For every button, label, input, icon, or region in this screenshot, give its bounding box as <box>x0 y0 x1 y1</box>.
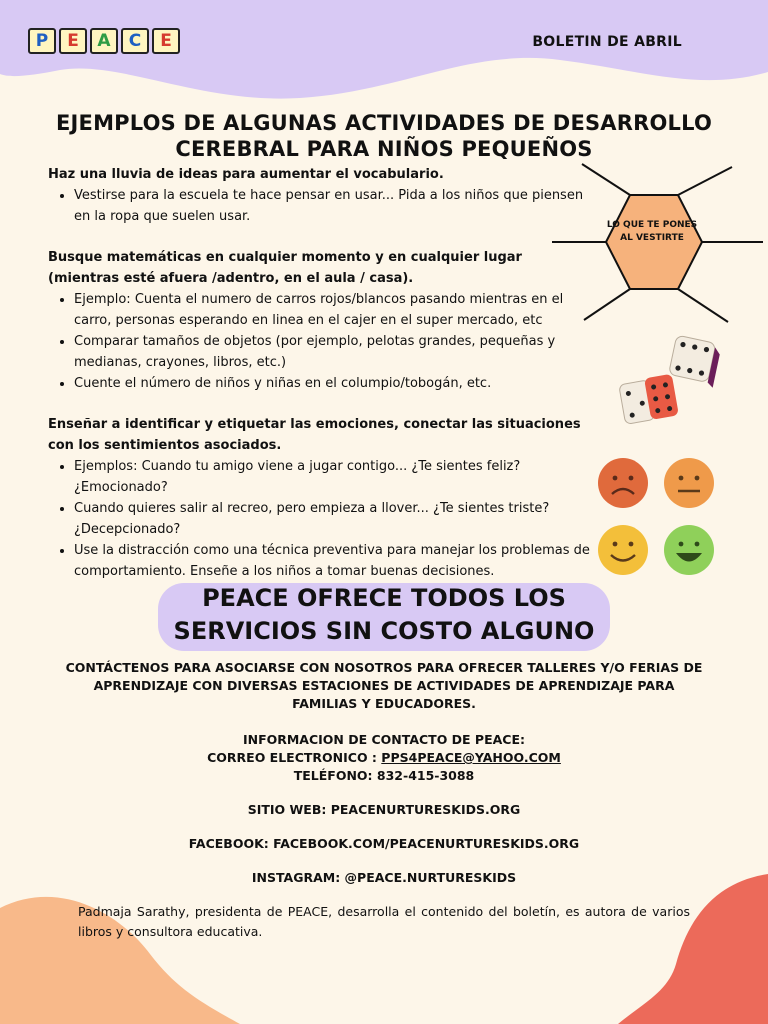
list-item: • Vestirse para la escuela te hace pensar en usar... Pida a los niños que piensen en la ropa que suelen usar. <box>74 185 593 227</box>
bulletin-title: BOLETIN DE ABRIL <box>532 34 682 50</box>
contact-facebook: FACEBOOK: FACEBOOK.COM/PEACENURTURESKIDS.ORG <box>188 836 580 851</box>
logo-block-c: C <box>121 28 149 54</box>
banner-line2: SERVICIOS SIN COSTO ALGUNO <box>173 617 595 645</box>
section-heading-math: Busque matemáticas en cualquier momento y en cualquier lugar (mientras esté afuera /adentro, en el aula / casa). <box>48 250 522 286</box>
section-list-emotions <box>74 456 593 582</box>
author-note: Padmaja Sarathy, presidenta de PEACE, desarrolla el contenido del boletín, es autora de varios libros y consultora educativa. <box>78 904 690 939</box>
emotion-faces-graphic <box>596 456 721 581</box>
free-services-banner <box>0 582 768 648</box>
section-heading-emotions: Enseñar a identificar y etiquetar las emociones, conectar las situaciones con los sentimientos asociados. <box>48 417 581 453</box>
sad-face-icon <box>598 458 648 508</box>
neutral-face-icon <box>664 458 714 508</box>
top-purple-blob <box>0 0 768 120</box>
contact-block <box>60 659 708 903</box>
logo-block-e: E <box>59 28 87 54</box>
list-item: • Cuente el número de niños y niñas en el columpio/tobogán, etc. <box>74 373 593 394</box>
contact-email-line <box>60 749 708 767</box>
contact-instagram: INSTAGRAM: @PEACE.NURTURESKIDS <box>251 870 517 885</box>
page-title-line1: EJEMPLOS DE ALGUNAS ACTIVIDADES DE DESARROLLO <box>55 111 713 135</box>
smile-face-icon <box>598 525 648 575</box>
section-list-vocabulary <box>74 185 593 227</box>
contact-phone: TELÉFONO: 832-415-3088 <box>293 768 475 783</box>
contact-website: SITIO WEB: PEACENURTURESKIDS.ORG <box>247 802 521 817</box>
email-label: CORREO ELECTRONICO : <box>207 750 382 765</box>
list-item: • Use la distracción como una técnica preventiva para manejar los problemas de comportamiento. Enseñe a los niños a tomar buenas decisiones. <box>74 540 593 582</box>
page-title-line2: CEREBRAL PARA NIÑOS PEQUEÑOS <box>175 137 593 161</box>
list-item: • Ejemplos: Cuando tu amigo viene a jugar contigo... ¿Te sientes feliz? ¿Emocionado? <box>74 456 593 498</box>
logo-block-a: A <box>90 28 118 54</box>
list-item: • Ejemplo: Cuenta el numero de carros rojos/blancos pasando mientras en el carro, personas esperando en linea en el cajer en el super mercado, etc <box>74 289 593 331</box>
page-title <box>0 110 768 162</box>
list-item: • Comparar tamaños de objetos (por ejemplo, pelotas grandes, pequeñas y medianas, crayones, libros, etc.) <box>74 331 593 373</box>
logo-block-p: P <box>28 28 56 54</box>
dice-red-icon <box>616 370 682 432</box>
contact-intro: CONTÁCTENOS PARA ASOCIARSE CON NOSOTROS PARA OFRECER TALLERES Y/O FERIAS DE APRENDIZAJE CON DIVERSAS ESTACIONES DE ACTIVIDADES DE APRENDIZAJE PARA FAMILIAS Y EDUCADORES. <box>65 660 703 711</box>
hexagon-label: LO QUE TE PONES AL VESTIRTE <box>606 220 698 243</box>
section-heading-vocabulary: Haz una lluvia de ideas para aumentar el vocabulario. <box>48 167 444 182</box>
section-list-math <box>74 289 593 394</box>
list-item: • Cuando quieres salir al recreo, pero empieza a llover... ¿Te sientes triste? ¿Decepcionado? <box>74 498 593 540</box>
activities-content <box>48 164 593 582</box>
happy-face-icon <box>664 525 714 575</box>
peace-logo <box>28 28 180 54</box>
brainstorm-hexagon-diagram <box>550 162 768 327</box>
logo-block-e2: E <box>152 28 180 54</box>
banner-line1: PEACE OFRECE TODOS LOS <box>202 584 566 612</box>
contact-info-title: INFORMACION DE CONTACTO DE PEACE: <box>242 732 526 747</box>
email-link[interactable]: PPS4PEACE@YAHOO.COM <box>381 750 561 765</box>
